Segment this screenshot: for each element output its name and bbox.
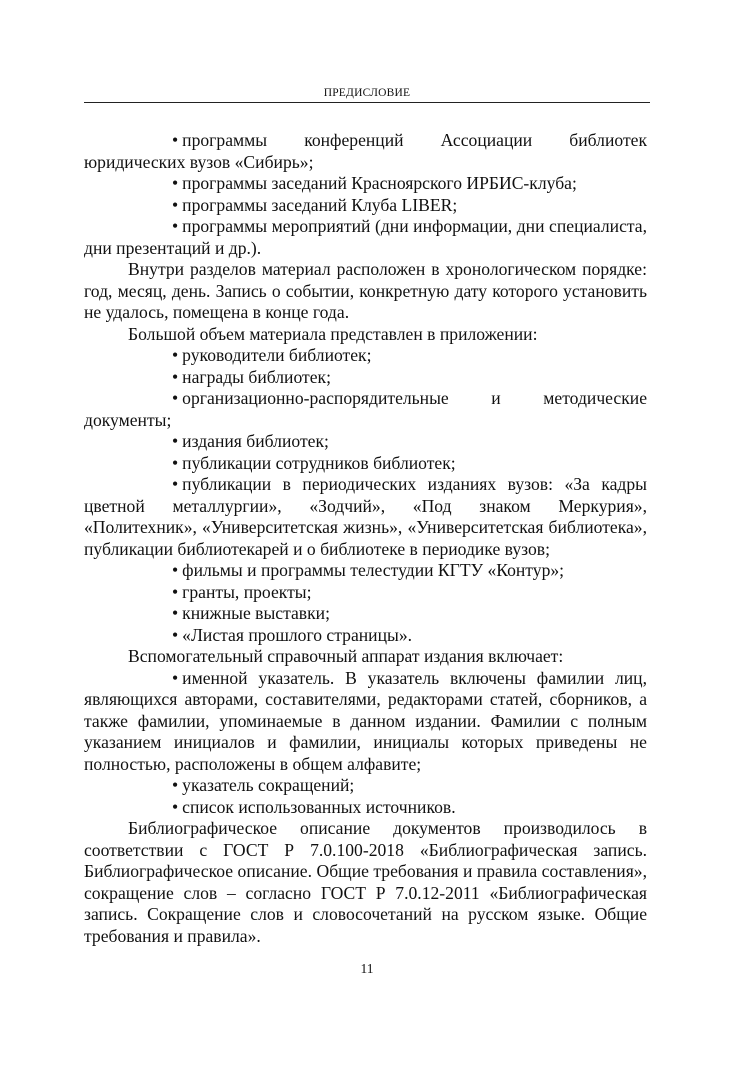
- paragraph-text: список использованных источников.: [182, 796, 456, 817]
- paragraph-bullet-awards: [84, 367, 647, 389]
- paragraph-bullet-liber-club: [84, 195, 647, 217]
- paragraph-bullet-name-index: [84, 668, 647, 776]
- paragraph-text: программы заседаний Клуба LIBER;: [182, 194, 458, 215]
- paragraph-bullet-exhibitions: [84, 603, 647, 625]
- bullet-icon: •: [172, 560, 179, 580]
- paragraph-text: публикации в периодических изданиях вузов: «За кадры цветной металлургии», «Зодчий», «Под знаком Меркурия», «Политехник», «Университетская жизнь», «Университетская библиотека», публикации библиотекарей и о библиотеке в периодике вузов;: [84, 474, 647, 559]
- paragraph-bullet-library-heads: [84, 345, 647, 367]
- bullet-icon: •: [172, 388, 179, 408]
- paragraph-text: указатель сокращений;: [182, 775, 355, 795]
- paragraph-bullet-abbreviations: [84, 775, 647, 797]
- paragraph-text: Большой объем материала представлен в приложении:: [128, 323, 538, 344]
- paragraph-text: руководители библиотек;: [182, 345, 372, 365]
- paragraph-text: программы конференций Ассоциации библиотек юридических вузов «Сибирь»;: [84, 130, 647, 172]
- paragraph-bullet-sources: [84, 797, 647, 819]
- bullet-icon: •: [172, 173, 179, 193]
- paragraph-text: публикации сотрудников библиотек;: [182, 452, 456, 473]
- bullet-icon: •: [172, 474, 179, 494]
- bullet-icon: •: [172, 667, 179, 688]
- paragraph-bullet-conference-programs: [84, 130, 647, 173]
- bullet-icon: •: [172, 452, 179, 473]
- paragraph-text: «Листая прошлого страницы».: [182, 624, 413, 645]
- paragraph-chronological-order: [84, 259, 647, 324]
- paragraph-text: программы заседаний Красноярского ИРБИС-клуба;: [182, 173, 577, 193]
- paragraph-text: фильмы и программы телестудии КГТУ «Контур»;: [182, 560, 565, 580]
- bullet-icon: •: [172, 581, 179, 602]
- paragraph-text: Вспомогательный справочный аппарат издания включает:: [128, 646, 564, 666]
- bullet-icon: •: [172, 345, 179, 365]
- paragraph-bullet-events: [84, 216, 647, 259]
- paragraph-bullet-documents: [84, 388, 647, 431]
- bullet-icon: •: [172, 194, 179, 215]
- bullet-icon: •: [172, 624, 179, 645]
- body-text: [84, 130, 647, 947]
- paragraph-bullet-past-pages: [84, 625, 647, 647]
- paragraph-text: издания библиотек;: [182, 431, 329, 451]
- running-head-title: ПРЕДИСЛОВИЕ: [323, 87, 411, 99]
- bullet-icon: •: [172, 796, 179, 817]
- paragraph-bibliographic-standards: [84, 818, 647, 947]
- page-number: 11: [360, 961, 374, 976]
- bullet-icon: •: [172, 775, 179, 795]
- bullet-icon: •: [172, 431, 179, 451]
- header-divider: [84, 102, 650, 103]
- bullet-icon: •: [172, 366, 179, 387]
- paragraph-text: награды библиотек;: [182, 366, 331, 387]
- paragraph-text: организационно-распорядительные и методические документы;: [84, 388, 647, 430]
- paragraph-bullet-tv-studio: [84, 560, 647, 582]
- paragraph-bullet-irbis-club: [84, 173, 647, 195]
- paragraph-bullet-staff-publications: [84, 453, 647, 475]
- paragraph-reference-apparatus: [84, 646, 647, 668]
- paragraph-text: гранты, проекты;: [182, 581, 312, 602]
- paragraph-text: Внутри разделов материал расположен в хронологическом порядке: год, месяц, день. Запись о событии, конкретную дату которого установить не удалось, помещена в конце года.: [84, 259, 647, 322]
- paragraph-text: программы мероприятий (дни информации, дни специалиста, дни презентаций и др.).: [84, 216, 647, 258]
- paragraph-appendix-intro: [84, 324, 647, 346]
- bullet-icon: •: [172, 603, 179, 623]
- paragraph-text: именной указатель. В указатель включены фамилии лиц, являющихся авторами, составителями, редакторами статей, сборников, а также фамилии, упоминаемые в данном издании. Фамилии с полным указанием инициалов и фамилии, инициалы которых приведены не полностью, расположены в общем алфавите;: [84, 667, 647, 774]
- paragraph-bullet-editions: [84, 431, 647, 453]
- bullet-icon: •: [172, 130, 179, 150]
- paragraph-bullet-periodicals: [84, 474, 647, 560]
- paragraph-text: книжные выставки;: [182, 603, 330, 623]
- paragraph-text: Библиографическое описание документов производилось в соответствии с ГОСТ Р 7.0.100-2018 «Библиографическая запись. Библиографическое описание. Общие требования и правила составления», сокращение слов – согласно ГОСТ Р 7.0.12-2011 «Библиографическая запись. Сокращение слов и словосочетаний на русском языке. Общие требования и правила».: [84, 818, 647, 946]
- paragraph-bullet-grants: [84, 582, 647, 604]
- bullet-icon: •: [172, 216, 179, 236]
